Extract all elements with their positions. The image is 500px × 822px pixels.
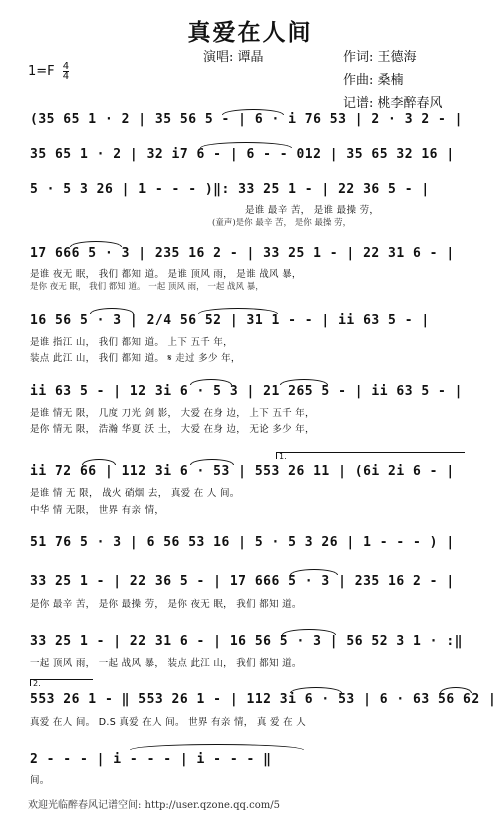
score-row: ii 72 66 | 112 3i 6 · 53 | 553 26 11 | (6i 2i 6 - | <box>30 464 455 479</box>
lyric-line: 是你 夜无 眠， 我们 都知 道。 一起 顶风 雨， 一起 战风 暴， <box>30 282 264 292</box>
lyric-line: 是谁 夜无 眠， 我们 都知 道。 是谁 顶风 雨， 是谁 战风 暴， <box>30 269 302 280</box>
slur <box>290 569 338 575</box>
slur <box>440 687 472 693</box>
slur <box>222 109 284 115</box>
lyric-line: 是谁 最辛 苦， 是谁 最操 劳， <box>245 205 380 216</box>
slur <box>200 142 292 148</box>
lyric-line: 是谁 情无 限， 几度 刀光 剑 影， 大爱 在身 边， 上下 五千 年， <box>30 408 315 419</box>
composer-credit: 作曲: 桑楠 <box>343 73 404 88</box>
slur <box>198 308 278 314</box>
song-title: 真爱在人间 <box>187 19 313 46</box>
lyric-line: 中华 情 无限， 世界 有亲 情， <box>30 505 165 516</box>
score-row: (35 65 1 · 2 | 35 56 5 - | 6 · i 76 53 | 2 · 3 2 - | <box>30 112 463 127</box>
score-row: ii 63 5 - | 12 3i 6 · 5 3 | 21 265 5 - | ii 63 5 - | <box>30 384 463 399</box>
lyric-line: 是你 情无 限， 浩瀚 华夏 沃 土， 大爱 在身 边， 无论 多少 年， <box>30 424 315 435</box>
lyric-line: 装点 此江 山， 我们 都知 道。 𝄋 走过 多少 年， <box>30 353 241 364</box>
score-row: 33 25 1 - | 22 36 5 - | 17 666 5 · 3 | 235 16 2 - | <box>30 574 455 589</box>
score-row: 5 · 5 3 26 | 1 - - - )‖: 33 25 1 - | 22 36 5 - | <box>30 182 430 197</box>
slur <box>280 379 328 385</box>
slur <box>190 379 232 385</box>
score-row: 16 56 5 · 3 | 2/4 56 52 | 31 1 - - | ii 63 5 - | <box>30 313 430 328</box>
lyric-line: 真爱 在人 间。 D.S 真爱 在人 间。 世界 有亲 情， 真 爱 在 人 <box>30 717 307 728</box>
score-row: 33 25 1 - | 22 31 6 - | 16 56 5 · 3 | 56 52 3 1 · :‖ <box>30 634 463 649</box>
score-row: 2 - - - | i - - - | i - - - ‖ <box>30 752 272 767</box>
lyric-line: (童声)是你 最辛 苦， 是你 最操 劳， <box>212 218 352 228</box>
footer-note: 欢迎光临醉春风记谱空间: http://user.qzone.qq.com/5 <box>28 800 280 811</box>
score-row: 51 76 5 · 3 | 6 56 53 16 | 5 · 5 3 26 | 1 - - - ) | <box>30 535 455 550</box>
lyric-line: 是你 最辛 苦， 是你 最操 劳， 是你 夜无 眠， 我们 都知 道。 <box>30 599 302 610</box>
slur <box>70 241 122 247</box>
key-signature <box>28 62 69 81</box>
score-row: 553 26 1 - ‖ 553 26 1 - | 112 3i 6 · 53 | 6 · 63 56 62 | <box>30 692 497 707</box>
time-signature <box>63 62 69 81</box>
lyric-line: 是谁 情 无 限， 战火 硝烟 去， 真爱 在 人 间。 <box>30 488 240 499</box>
slur <box>190 459 234 465</box>
lyric-line: 是谁 指江 山， 我们 都知 道。 上下 五千 年， <box>30 337 233 348</box>
key-label: 1=F <box>28 64 55 79</box>
slur <box>90 308 134 314</box>
slur <box>82 459 116 465</box>
time-top: 4 <box>62 61 70 72</box>
volta-bracket: 2. <box>30 679 93 686</box>
slur <box>290 687 342 693</box>
score-row: 35 65 1 · 2 | 32 i7 6 - | 6 - - 012 | 35 65 32 16 | <box>30 147 455 162</box>
lyric-line: 一起 顶风 雨， 一起 战风 暴， 装点 此江 山， 我们 都知 道。 <box>30 658 302 669</box>
singer-credit: 演唱: 谭晶 <box>203 50 264 65</box>
lyric-line: 间。 <box>30 775 50 786</box>
slur <box>130 744 304 750</box>
slur <box>282 629 336 635</box>
transcriber-credit: 记谱: 桃李醉春风 <box>343 96 443 111</box>
score-row: 17 666 5 · 3 | 235 16 2 - | 33 25 1 - | 22 31 6 - | <box>30 246 455 261</box>
volta-bracket: 1. <box>276 452 465 459</box>
time-bottom: 4 <box>62 71 70 82</box>
lyricist-credit: 作词: 王德海 <box>343 50 417 65</box>
